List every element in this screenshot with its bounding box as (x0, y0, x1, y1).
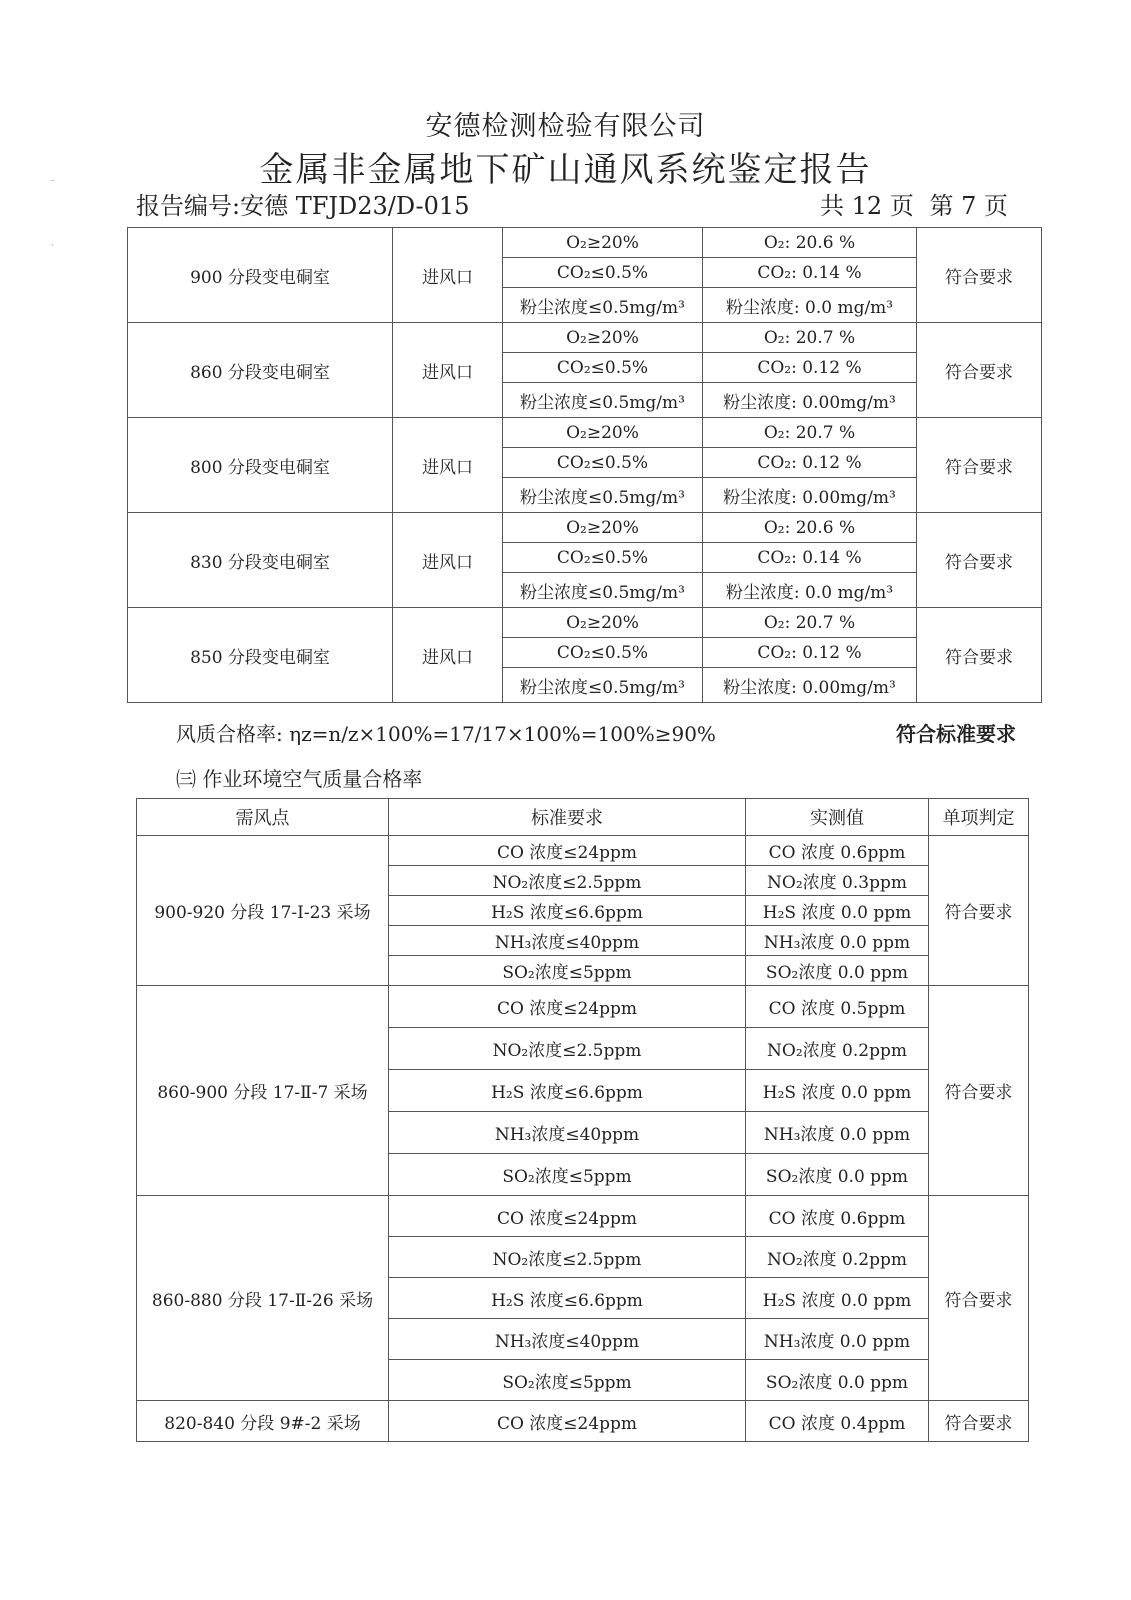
location-cell: 860-880 分段 17-Ⅱ-26 采场 (137, 1196, 389, 1401)
qualification-result: 符合标准要求 (896, 722, 1016, 746)
report-number: 报告编号:安德 TFJD23/D-015 (136, 192, 470, 220)
standard-cell: O₂≥20% (503, 608, 703, 638)
standard-cell: H₂S 浓度≤6.6ppm (389, 896, 746, 926)
verdict-cell: 符合要求 (917, 418, 1042, 513)
position-cell: 进风口 (393, 418, 503, 513)
measured-cell: 粉尘浓度: 0.0 mg/m³ (703, 573, 917, 608)
table-row (128, 608, 1042, 638)
measured-cell: SO₂浓度 0.0 ppm (746, 1154, 929, 1196)
measured-cell: SO₂浓度 0.0 ppm (746, 956, 929, 986)
standard-cell: H₂S 浓度≤6.6ppm (389, 1070, 746, 1112)
measured-cell: 粉尘浓度: 0.0 mg/m³ (703, 288, 917, 323)
standard-cell: SO₂浓度≤5ppm (389, 1154, 746, 1196)
standard-cell: O₂≥20% (503, 228, 703, 258)
measured-cell: CO₂: 0.12 % (703, 353, 917, 383)
measured-cell: O₂: 20.7 % (703, 608, 917, 638)
table-row (128, 513, 1042, 543)
measured-cell: 粉尘浓度: 0.00mg/m³ (703, 478, 917, 513)
standard-cell: CO 浓度≤24ppm (389, 1196, 746, 1237)
standard-cell: O₂≥20% (503, 418, 703, 448)
verdict-cell: 符合要求 (917, 608, 1042, 703)
verdict-cell: 符合要求 (917, 513, 1042, 608)
standard-cell: CO₂≤0.5% (503, 448, 703, 478)
measured-cell: CO 浓度 0.4ppm (746, 1401, 929, 1442)
standard-cell: NH₃浓度≤40ppm (389, 1319, 746, 1360)
measured-cell: O₂: 20.6 % (703, 513, 917, 543)
company-name: 安德检测检验有限公司 (425, 111, 706, 142)
measured-cell: H₂S 浓度 0.0 ppm (746, 896, 929, 926)
standard-cell: NO₂浓度≤2.5ppm (389, 1237, 746, 1278)
table-row (128, 418, 1042, 448)
measured-cell: NH₃浓度 0.0 ppm (746, 1319, 929, 1360)
measured-cell: NO₂浓度 0.3ppm (746, 866, 929, 896)
standard-cell: 粉尘浓度≤0.5mg/m³ (503, 668, 703, 703)
verdict-cell: 符合要求 (917, 228, 1042, 323)
verdict-cell: 符合要求 (929, 836, 1029, 986)
standard-cell: O₂≥20% (503, 513, 703, 543)
location-cell: 860 分段变电硐室 (128, 323, 393, 418)
location-cell: 900-920 分段 17-Ⅰ-23 采场 (137, 836, 389, 986)
section-title: ㈢ 作业环境空气质量合格率 (176, 767, 423, 791)
location-cell: 820-840 分段 9#-2 采场 (137, 1401, 389, 1442)
standard-cell: SO₂浓度≤5ppm (389, 956, 746, 986)
table-row (137, 1401, 1029, 1442)
standard-cell: CO₂≤0.5% (503, 638, 703, 668)
measured-cell: SO₂浓度 0.0 ppm (746, 1360, 929, 1401)
standard-cell: CO₂≤0.5% (503, 353, 703, 383)
current-page: 第 7 页 (929, 192, 1008, 220)
measured-cell: NH₃浓度 0.0 ppm (746, 926, 929, 956)
qualification-summary (176, 718, 1016, 747)
position-cell: 进风口 (393, 608, 503, 703)
standard-cell: NH₃浓度≤40ppm (389, 926, 746, 956)
measured-cell: O₂: 20.6 % (703, 228, 917, 258)
air-quality-table (127, 227, 1042, 703)
position-cell: 进风口 (393, 513, 503, 608)
measured-cell: H₂S 浓度 0.0 ppm (746, 1070, 929, 1112)
table-header-row (137, 799, 1029, 836)
measured-cell: NH₃浓度 0.0 ppm (746, 1112, 929, 1154)
scan-artifact: ⁻ (50, 178, 56, 189)
total-pages: 共 12 页 (820, 192, 914, 220)
measured-cell: CO₂: 0.14 % (703, 543, 917, 573)
standard-cell: NO₂浓度≤2.5ppm (389, 866, 746, 896)
location-cell: 860-900 分段 17-Ⅱ-7 采场 (137, 986, 389, 1196)
measured-cell: CO₂: 0.14 % (703, 258, 917, 288)
report-info-line (136, 186, 1008, 220)
measured-cell: CO 浓度 0.5ppm (746, 986, 929, 1028)
qualification-formula: 风质合格率: ηz=n/z×100%=17/17×100%=100%≥90% (176, 722, 716, 746)
standard-cell: CO 浓度≤24ppm (389, 986, 746, 1028)
measured-cell: CO₂: 0.12 % (703, 448, 917, 478)
position-cell: 进风口 (393, 323, 503, 418)
location-cell: 900 分段变电硐室 (128, 228, 393, 323)
standard-cell: CO₂≤0.5% (503, 543, 703, 573)
verdict-cell: 符合要求 (929, 1401, 1029, 1442)
column-header: 标准要求 (389, 799, 746, 836)
table-row (128, 323, 1042, 353)
standard-cell: O₂≥20% (503, 323, 703, 353)
measured-cell: O₂: 20.7 % (703, 323, 917, 353)
measured-cell: CO 浓度 0.6ppm (746, 836, 929, 866)
table-row (137, 1196, 1029, 1237)
standard-cell: NO₂浓度≤2.5ppm (389, 1028, 746, 1070)
standard-cell: 粉尘浓度≤0.5mg/m³ (503, 478, 703, 513)
standard-cell: H₂S 浓度≤6.6ppm (389, 1278, 746, 1319)
verdict-cell: 符合要求 (917, 323, 1042, 418)
work-environment-table (136, 798, 1029, 1442)
location-cell: 800 分段变电硐室 (128, 418, 393, 513)
table-row (137, 836, 1029, 866)
standard-cell: NH₃浓度≤40ppm (389, 1112, 746, 1154)
measured-cell: 粉尘浓度: 0.00mg/m³ (703, 668, 917, 703)
table-row (128, 228, 1042, 258)
column-header: 实测值 (746, 799, 929, 836)
document-title: 金属非金属地下矿山通风系统鉴定报告 (259, 150, 872, 190)
standard-cell: 粉尘浓度≤0.5mg/m³ (503, 383, 703, 418)
measured-cell: NO₂浓度 0.2ppm (746, 1237, 929, 1278)
location-cell: 830 分段变电硐室 (128, 513, 393, 608)
standard-cell: SO₂浓度≤5ppm (389, 1360, 746, 1401)
position-cell: 进风口 (393, 228, 503, 323)
column-header: 需风点 (137, 799, 389, 836)
table-row (137, 986, 1029, 1028)
measured-cell: CO₂: 0.12 % (703, 638, 917, 668)
measured-cell: NO₂浓度 0.2ppm (746, 1028, 929, 1070)
scan-artifact: ˙ (50, 244, 55, 255)
measured-cell: CO 浓度 0.6ppm (746, 1196, 929, 1237)
standard-cell: CO 浓度≤24ppm (389, 836, 746, 866)
standard-cell: 粉尘浓度≤0.5mg/m³ (503, 288, 703, 323)
page-info (812, 186, 1008, 221)
verdict-cell: 符合要求 (929, 1196, 1029, 1401)
location-cell: 850 分段变电硐室 (128, 608, 393, 703)
column-header: 单项判定 (929, 799, 1029, 836)
measured-cell: 粉尘浓度: 0.00mg/m³ (703, 383, 917, 418)
measured-cell: O₂: 20.7 % (703, 418, 917, 448)
verdict-cell: 符合要求 (929, 986, 1029, 1196)
measured-cell: H₂S 浓度 0.0 ppm (746, 1278, 929, 1319)
standard-cell: 粉尘浓度≤0.5mg/m³ (503, 573, 703, 608)
standard-cell: CO 浓度≤24ppm (389, 1401, 746, 1442)
standard-cell: CO₂≤0.5% (503, 258, 703, 288)
